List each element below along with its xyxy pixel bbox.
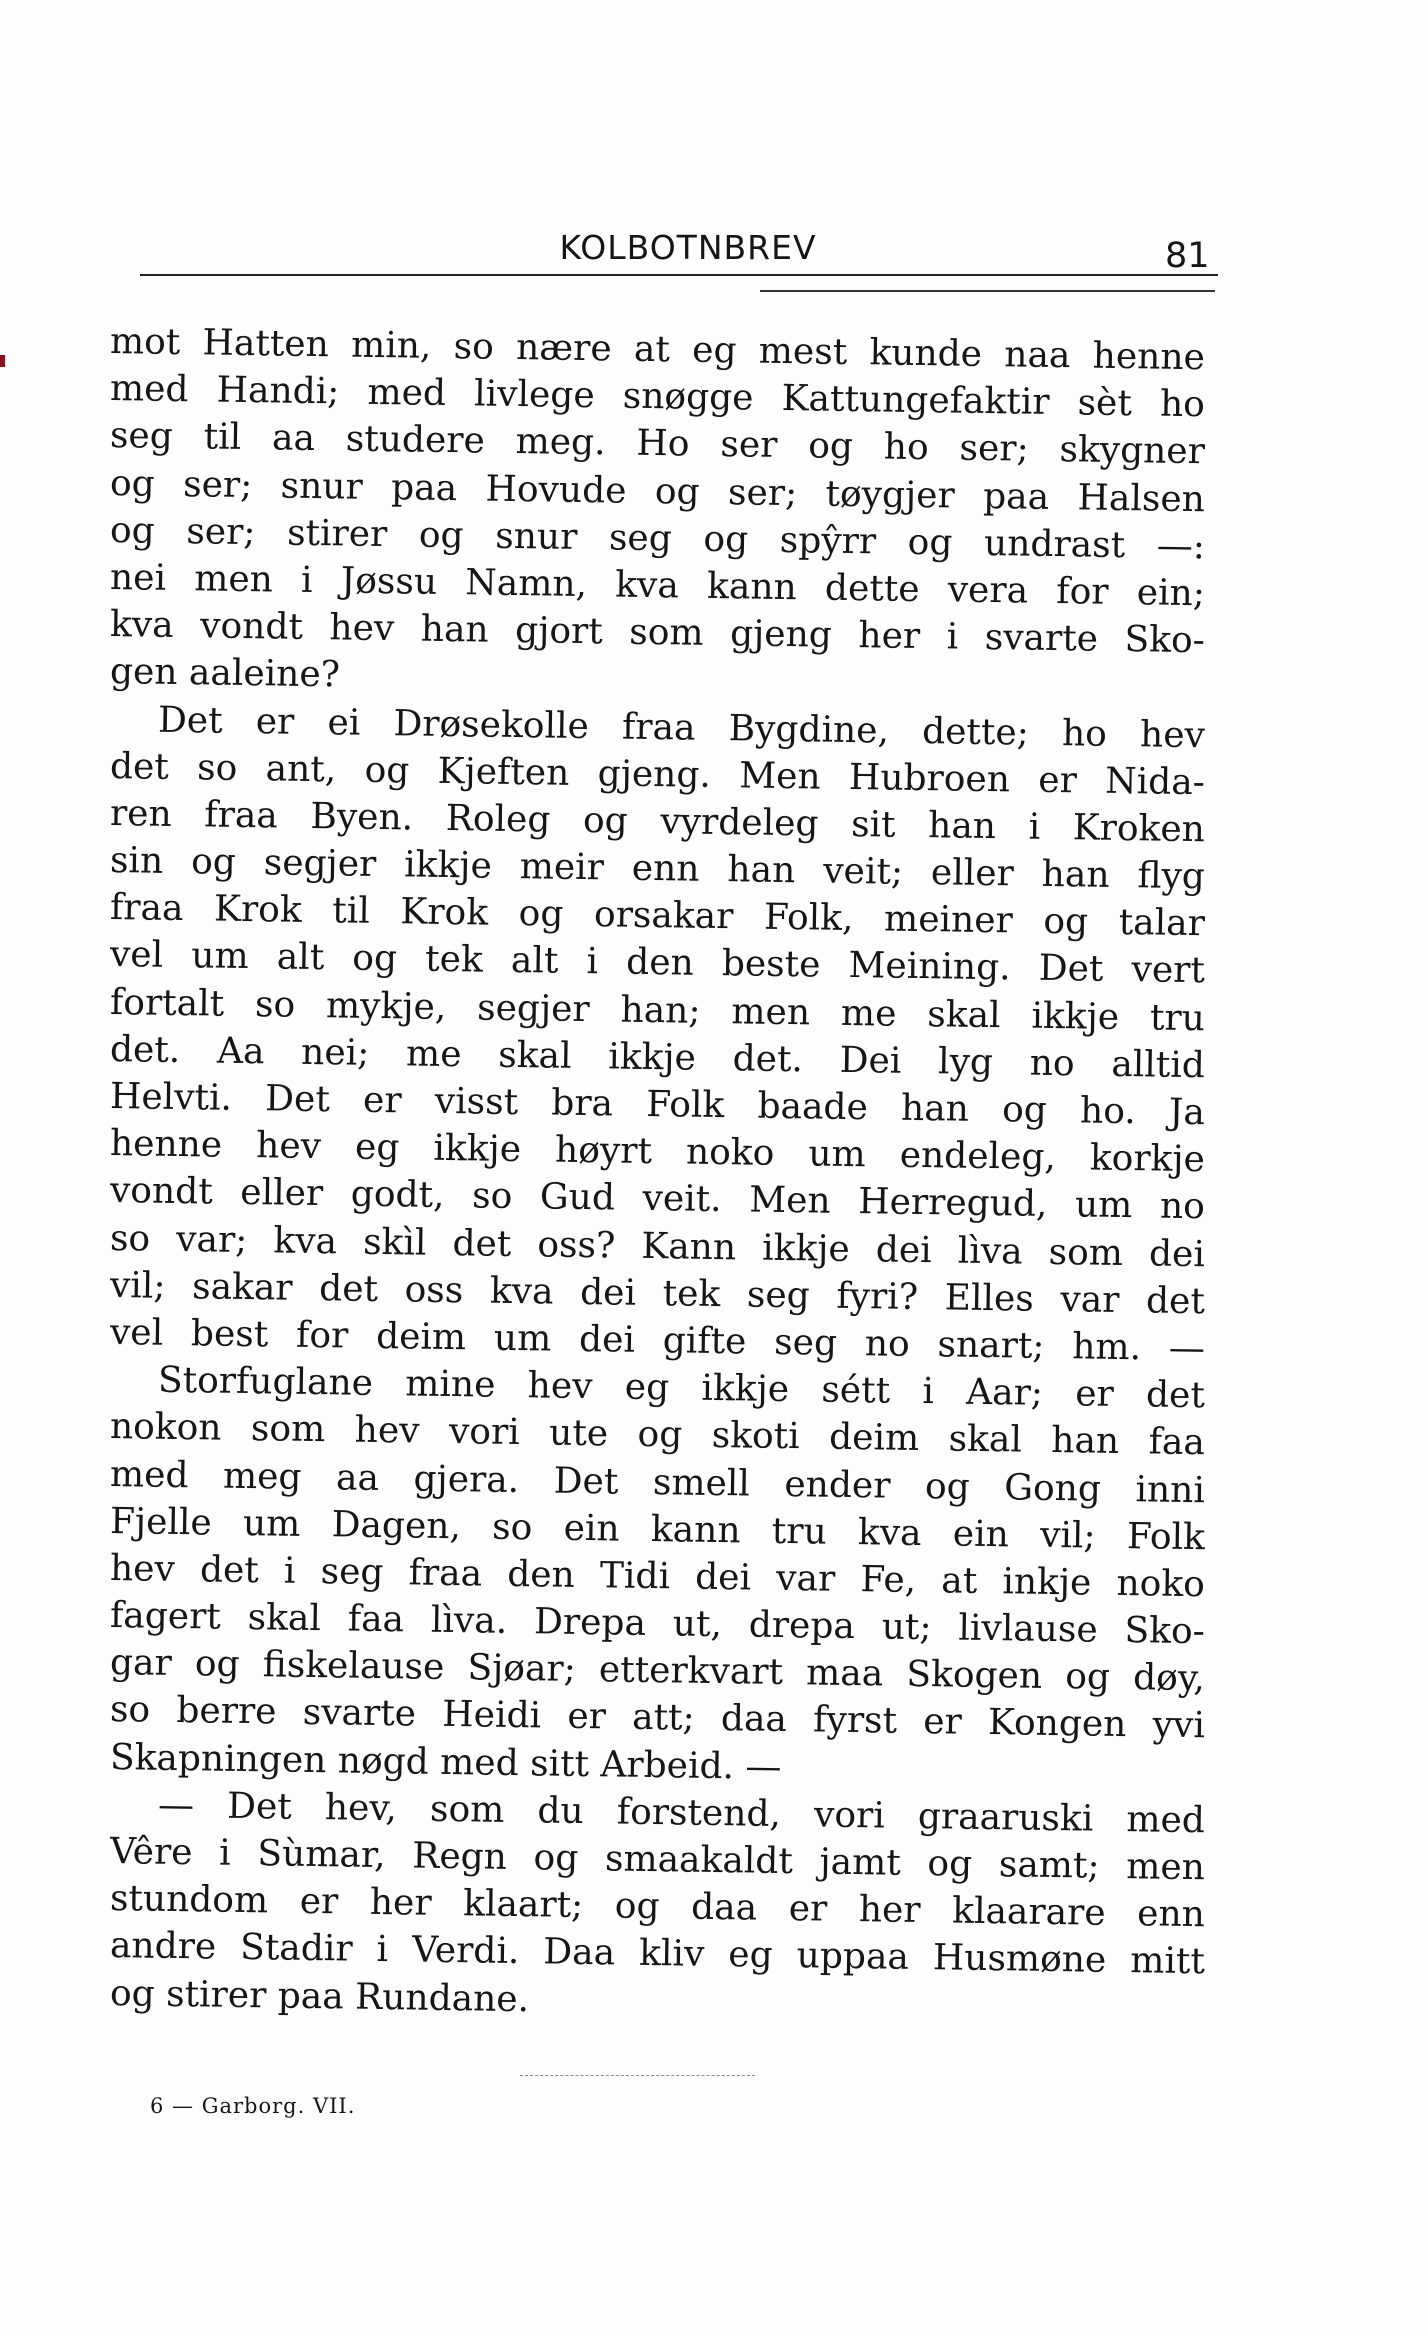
text-line: Fjelle um Dagen, so ein kann tru kva ein vil; Folk	[109, 1500, 1206, 1558]
text-line: og ser; stirer og snur seg og spŷrr og undrast —:	[109, 509, 1206, 567]
header-rule	[140, 274, 1218, 276]
text-line: so var; kva skìl det oss? Kann ikkje dei lìva som dei	[109, 1217, 1206, 1275]
text-line: seg til aa studere meg. Ho ser og ho ser; skygner	[109, 415, 1206, 473]
text-line: so berre svarte Heidi er att; daa fyrst er Kongen yvi	[109, 1689, 1206, 1747]
text-line: vil; sakar det oss kva dei tek seg fyri? Elles var det	[109, 1264, 1206, 1322]
text-line: hev det i seg fraa den Tidi dei var Fe, at inkje noko	[109, 1547, 1206, 1606]
text-line: vondt eller godt, so Gud veit. Men Herregud, um no	[109, 1170, 1206, 1228]
text-line: ren fraa Byen. Roleg og vyrdeleg sit han i Kroken	[109, 792, 1206, 851]
page-number: 81	[1165, 236, 1210, 276]
text-line: og stirer paa Rundane.	[109, 1972, 530, 2020]
text-line: fraa Krok til Krok og orsakar Folk, meiner og talar	[109, 887, 1206, 945]
text-line: fagert skal faa lìva. Drepa ut, drepa ut; livlause Sko-	[109, 1595, 1206, 1653]
body-text	[109, 318, 1206, 2020]
text-line: nei men i Jøssu Namn, kva kann dette vera for ein;	[109, 556, 1206, 615]
text-line: stundom er her klaart; og daa er her klaarare enn	[109, 1878, 1206, 1936]
text-line: Det er ei Drøsekolle fraa Bygdine, dette; ho hev	[157, 699, 1206, 756]
running-header-title: KOLBOTNBREV	[559, 228, 817, 267]
text-line: henne hev eg ikkje høyrt noko um endeleg, korkje	[109, 1123, 1206, 1181]
signature-mark: 6 — Garborg. VII.	[150, 2094, 356, 2118]
text-line: og ser; snur paa Hovude og ser; tøygjer paa Halsen	[109, 462, 1206, 520]
text-line: med meg aa gjera. Det smell ender og Gong inni	[109, 1453, 1206, 1511]
text-line: Helvti. Det er visst bra Folk baade han og ho. Ja	[109, 1076, 1206, 1134]
text-line: gar og fiskelause Sjøar; etterkvart maa Skogen og døy,	[109, 1642, 1206, 1700]
text-line: Skapningen nøgd med sitt Arbeid. —	[109, 1736, 782, 1788]
text-line: Storfuglane mine hev eg ikkje sétt i Aar; er det	[157, 1359, 1206, 1417]
page-edge-mark	[0, 355, 5, 367]
text-line: Vêre i Sùmar, Regn og smaakaldt jamt og samt; men	[109, 1831, 1206, 1889]
text-line: andre Stadir i Verdi. Daa kliv eg uppaa Husmøne mitt	[109, 1925, 1206, 1983]
text-line: gen aaleine?	[109, 651, 341, 696]
header-rule-secondary	[760, 290, 1215, 292]
text-line: det. Aa nei; me skal ikkje det. Dei lyg no alltid	[109, 1028, 1206, 1087]
text-line: fortalt so mykje, segjer han; men me skal ikkje tru	[109, 981, 1206, 1039]
footer-rule	[520, 2075, 755, 2076]
text-line: det so ant, og Kjeften gjeng. Men Hubroen er Nida-	[109, 745, 1206, 803]
text-line: med Handi; med livlege snøgge Kattungefaktir sèt ho	[109, 368, 1206, 426]
text-line: kva vondt hev han gjort som gjeng her i svarte Sko-	[109, 604, 1206, 662]
text-line: — Det hev, som du forstend, vori graaruski med	[157, 1784, 1206, 1842]
text-line: nokon som hev vori ute og skoti deim skal han faa	[109, 1406, 1206, 1464]
text-line: vel um alt og tek alt i den beste Meining. Det vert	[109, 934, 1206, 992]
text-line: vel best for deim um dei gifte seg no snart; hm. —	[109, 1311, 1206, 1370]
text-line: sin og segjer ikkje meir enn han veit; eller han flyg	[109, 840, 1206, 898]
text-line: mot Hatten min, so nære at eg mest kunde naa henne	[109, 321, 1206, 379]
